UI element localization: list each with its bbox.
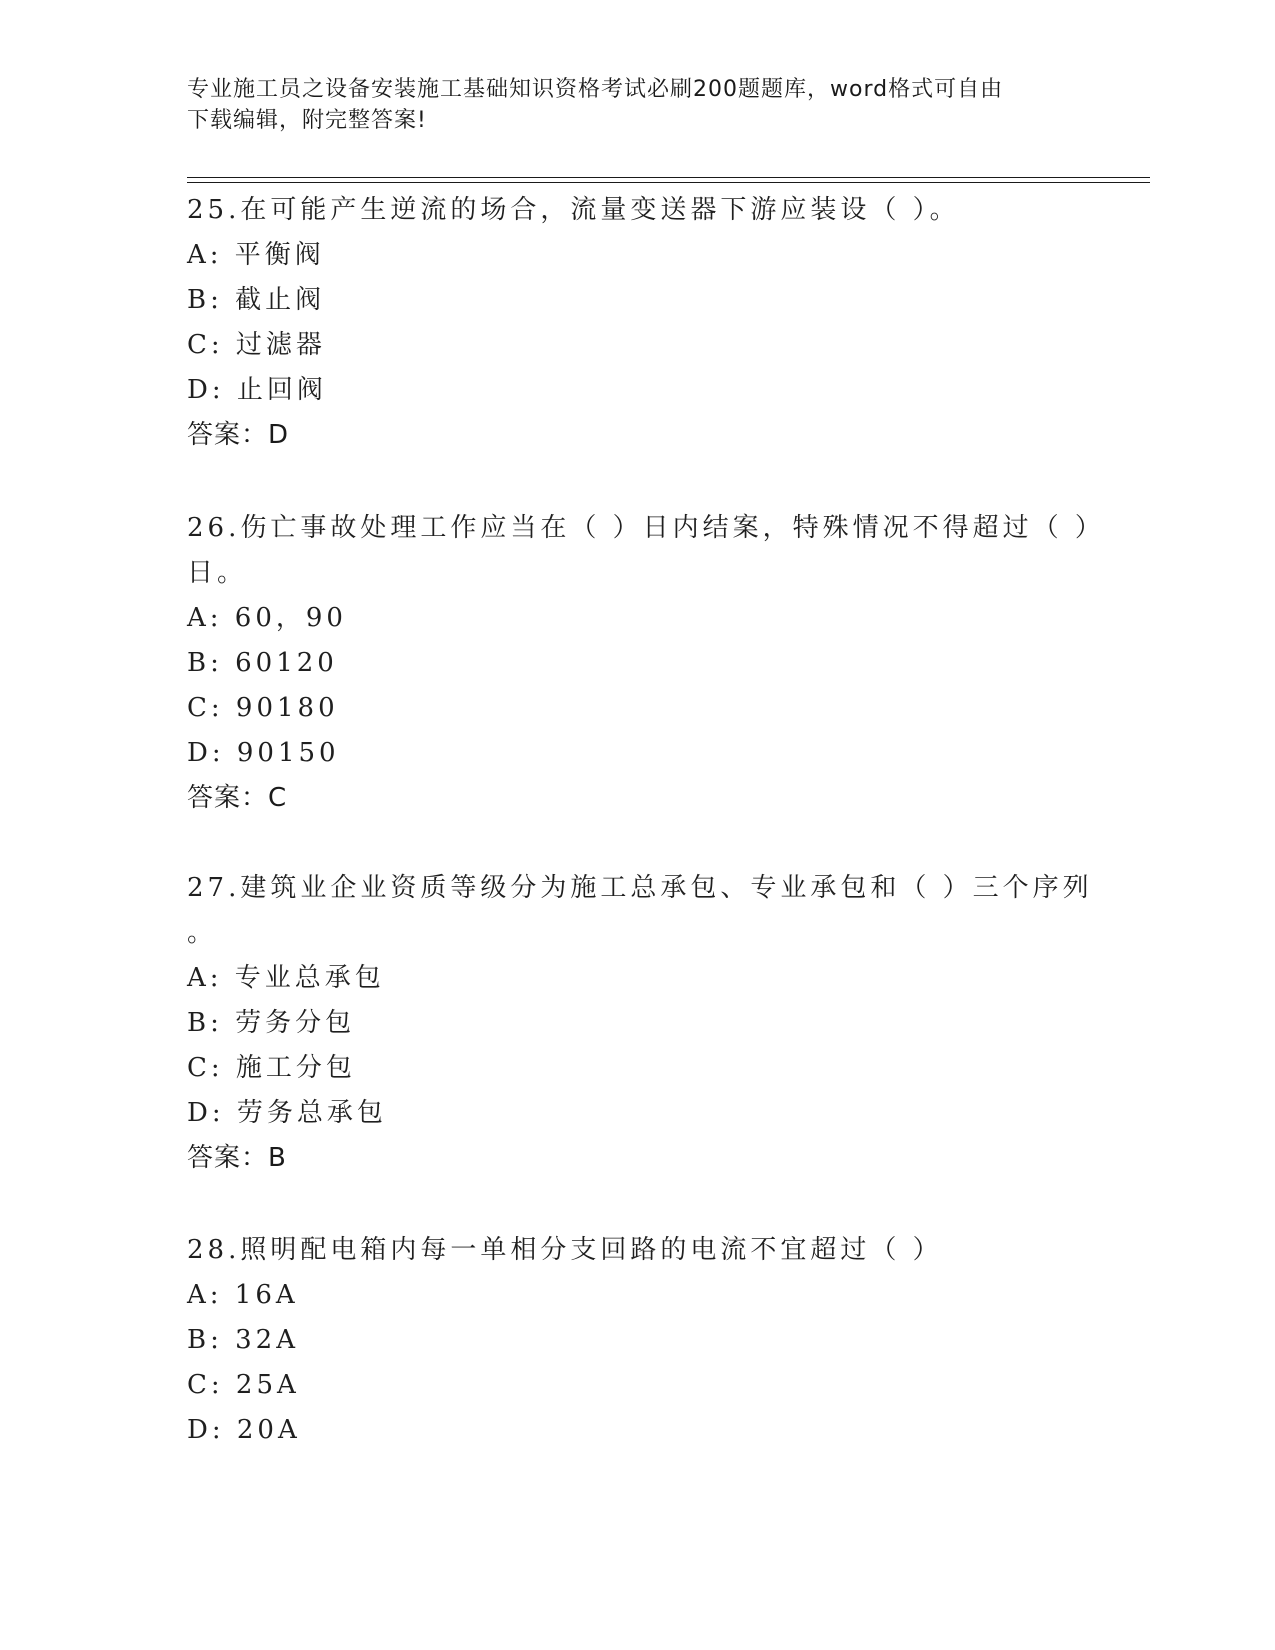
answer-line: 答案：C (187, 783, 288, 813)
question-stem: 27.建筑业企业资质等级分为施工总承包、专业承包和（ ）三个序列 (187, 873, 1093, 903)
option-c: C: 25A (187, 1370, 300, 1400)
question-stem: 28.照明配电箱内每一单相分支回路的电流不宜超过（ ） (187, 1235, 943, 1265)
option-c: C: 施工分包 (187, 1053, 356, 1083)
question-stem: 25.在可能产生逆流的场合，流量变送器下游应装设（ ）。 (187, 195, 960, 225)
document-header (187, 74, 1067, 136)
option-c: C: 过滤器 (187, 330, 326, 360)
header-divider-bottom (187, 182, 1150, 183)
option-d: D: 止回阀 (187, 375, 327, 405)
option-b: B: 劳务分包 (187, 1008, 356, 1038)
option-a: A: 16A (187, 1280, 299, 1310)
option-b: B: 60120 (187, 648, 338, 678)
option-b: B: 32A (187, 1325, 299, 1355)
header-line-2: 下载编辑，附完整答案! (187, 108, 427, 133)
option-d: D: 90150 (187, 738, 340, 768)
answer-line: 答案：B (187, 1143, 287, 1173)
question-stem-continued: 。 (187, 918, 218, 948)
question-stem-continued: 日。 (187, 558, 248, 588)
question-stem: 26.伤亡事故处理工作应当在（ ）日内结案，特殊情况不得超过（ ） (187, 513, 1105, 543)
header-divider-top (187, 177, 1150, 178)
header-line-1: 专业施工员之设备安装施工基础知识资格考试必刷200题题库，word格式可自由 (187, 77, 1004, 102)
option-d: D: 20A (187, 1415, 301, 1445)
option-a: A: 60，90 (187, 603, 347, 633)
question-25 (187, 188, 1087, 458)
question-26 (187, 506, 1105, 821)
option-a: A: 专业总承包 (187, 963, 385, 993)
option-d: D: 劳务总承包 (187, 1098, 387, 1128)
answer-line: 答案：D (187, 420, 290, 450)
option-b: B: 截止阀 (187, 285, 326, 315)
question-27 (187, 866, 1093, 1181)
question-28 (187, 1228, 1087, 1453)
option-a: A: 平衡阀 (187, 240, 325, 270)
option-c: C: 90180 (187, 693, 339, 723)
